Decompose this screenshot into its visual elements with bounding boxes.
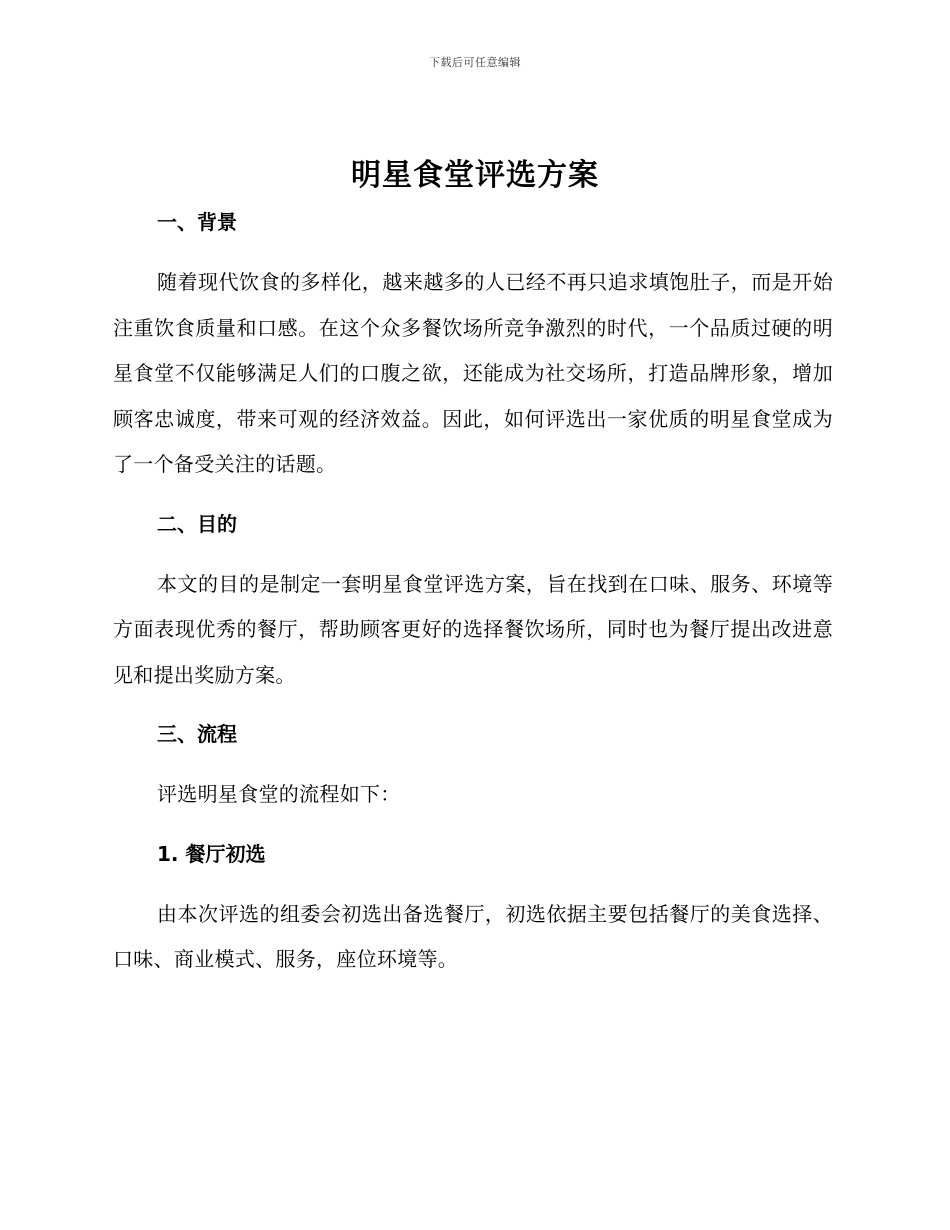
background-paragraph: 随着现代饮食的多样化，越来越多的人已经不再只追求填饱肚子，而是开始注重饮食质量和口感。在这个众多餐饮场所竞争激烈的时代，一个品质过硬的明星食堂不仅能够满足人们的口腹之欲，还能成为社交场所，打造品牌形象，增加顾客忠诚度，带来可观的经济效益。因此，如何评选出一家优质的明星食堂成为了一个备受关注的话题。 — [113, 270, 833, 476]
document-title: 明星食堂评选方案 — [351, 158, 599, 193]
process-intro: 评选明星食堂的流程如下： — [157, 782, 401, 806]
section-heading-background: 一、背景 — [157, 210, 237, 234]
purpose-paragraph: 本文的目的是制定一套明星食堂评选方案，旨在找到在口味、服务、环境等方面表现优秀的餐厅，帮助顾客更好的选择餐饮场所，同时也为餐厅提出改进意见和提出奖励方案。 — [113, 571, 833, 687]
document-body — [113, 204, 833, 983]
header-note: 下载后可任意编辑 — [429, 56, 521, 69]
section-heading-purpose: 二、目的 — [157, 511, 237, 536]
initial-selection-paragraph: 由本次评选的组委会初选出备选餐厅，初选依据主要包括餐厅的美食选择、口味、商业模式、服务，座位环境等。 — [113, 901, 833, 971]
step-heading-initial-selection: 1. 餐厅初选 — [157, 841, 266, 866]
section-heading-process: 三、流程 — [157, 722, 237, 746]
